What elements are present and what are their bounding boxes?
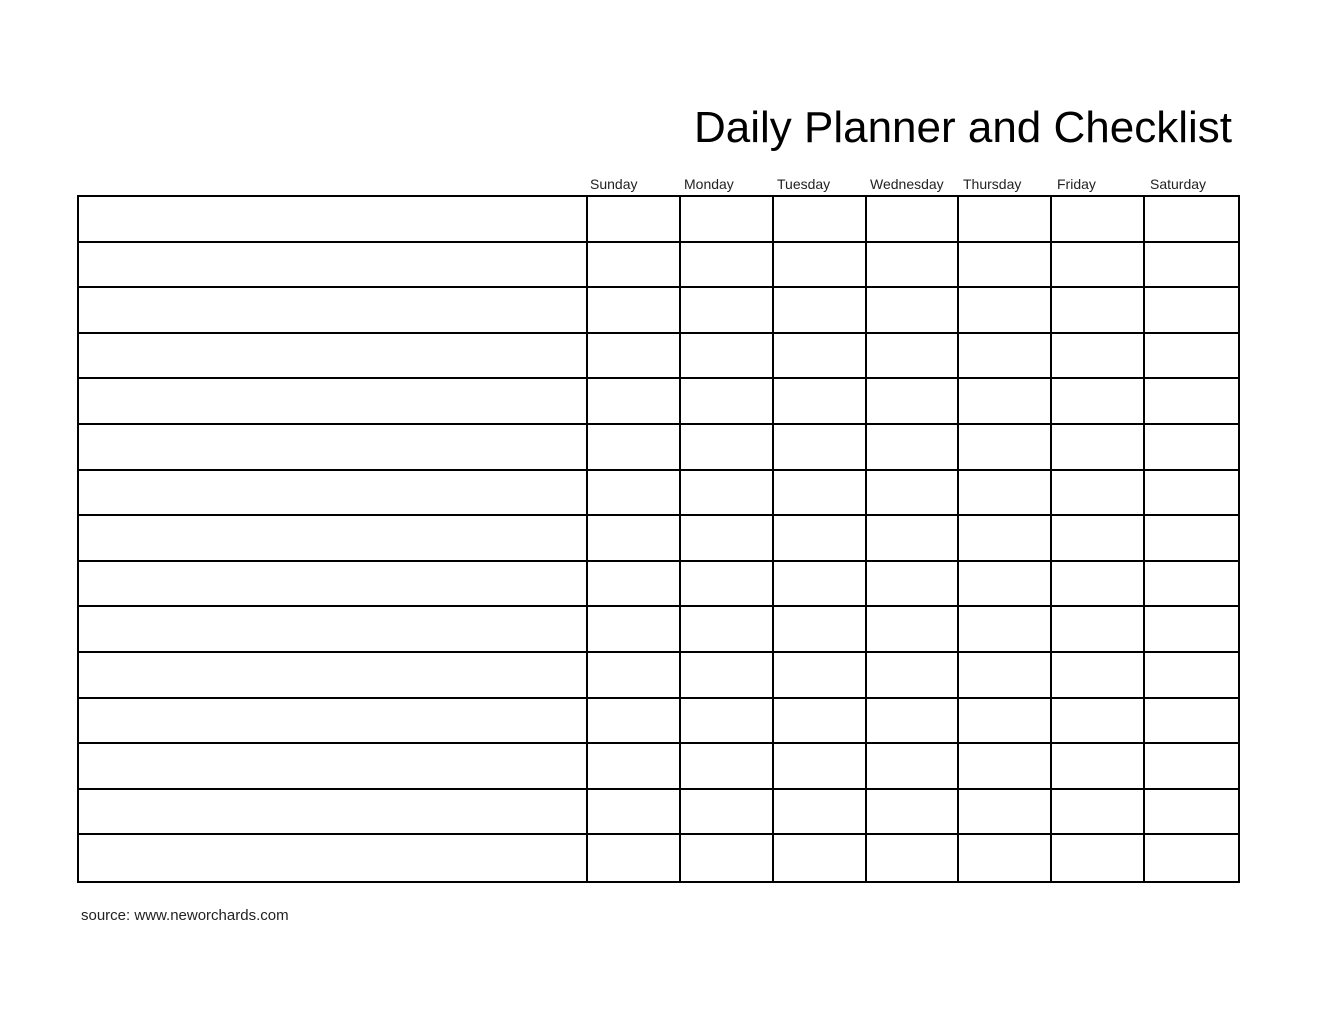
day-label-thursday: Thursday [963, 176, 1022, 192]
day-label-wednesday: Wednesday [870, 176, 944, 192]
check-cell-saturday[interactable] [1145, 288, 1238, 334]
check-cell-tuesday[interactable] [774, 288, 867, 334]
check-cell-sunday[interactable] [588, 197, 681, 243]
task-cell[interactable] [79, 243, 588, 289]
check-cell-saturday[interactable] [1145, 699, 1238, 745]
check-cell-friday[interactable] [1052, 471, 1145, 517]
check-cell-friday[interactable] [1052, 516, 1145, 562]
check-cell-friday[interactable] [1052, 653, 1145, 699]
check-cell-thursday[interactable] [959, 790, 1052, 836]
task-cell[interactable] [79, 516, 588, 562]
check-cell-wednesday[interactable] [867, 516, 960, 562]
check-cell-tuesday[interactable] [774, 379, 867, 425]
check-cell-sunday[interactable] [588, 243, 681, 289]
check-cell-friday[interactable] [1052, 790, 1145, 836]
check-cell-monday[interactable] [681, 425, 774, 471]
check-cell-friday[interactable] [1052, 562, 1145, 608]
source-note: source: www.neworchards.com [81, 907, 289, 924]
day-label-monday: Monday [684, 176, 734, 192]
check-cell-thursday[interactable] [959, 197, 1052, 243]
task-cell[interactable] [79, 471, 588, 517]
check-cell-saturday[interactable] [1145, 744, 1238, 790]
check-cell-wednesday[interactable] [867, 699, 960, 745]
check-cell-tuesday[interactable] [774, 699, 867, 745]
check-cell-wednesday[interactable] [867, 562, 960, 608]
check-cell-monday[interactable] [681, 562, 774, 608]
check-cell-tuesday[interactable] [774, 744, 867, 790]
check-cell-saturday[interactable] [1145, 516, 1238, 562]
check-cell-tuesday[interactable] [774, 516, 867, 562]
day-header-row [587, 174, 1240, 194]
check-cell-saturday[interactable] [1145, 607, 1238, 653]
check-cell-wednesday[interactable] [867, 835, 960, 881]
task-cell[interactable] [79, 744, 588, 790]
check-cell-thursday[interactable] [959, 516, 1052, 562]
check-cell-tuesday[interactable] [774, 243, 867, 289]
check-cell-sunday[interactable] [588, 334, 681, 380]
check-cell-friday[interactable] [1052, 334, 1145, 380]
check-cell-thursday[interactable] [959, 425, 1052, 471]
check-cell-wednesday[interactable] [867, 288, 960, 334]
check-cell-monday[interactable] [681, 471, 774, 517]
task-cell[interactable] [79, 288, 588, 334]
check-cell-wednesday[interactable] [867, 425, 960, 471]
check-cell-sunday[interactable] [588, 471, 681, 517]
check-cell-sunday[interactable] [588, 699, 681, 745]
task-cell[interactable] [79, 653, 588, 699]
day-label-saturday: Saturday [1150, 176, 1207, 192]
task-cell[interactable] [79, 197, 588, 243]
check-cell-wednesday[interactable] [867, 653, 960, 699]
task-cell[interactable] [79, 425, 588, 471]
check-cell-thursday[interactable] [959, 653, 1052, 699]
check-cell-monday[interactable] [681, 607, 774, 653]
check-cell-monday[interactable] [681, 288, 774, 334]
check-cell-monday[interactable] [681, 197, 774, 243]
check-cell-sunday[interactable] [588, 607, 681, 653]
check-cell-thursday[interactable] [959, 699, 1052, 745]
check-cell-monday[interactable] [681, 790, 774, 836]
check-cell-monday[interactable] [681, 243, 774, 289]
check-cell-tuesday[interactable] [774, 607, 867, 653]
check-cell-friday[interactable] [1052, 835, 1145, 881]
check-cell-tuesday[interactable] [774, 790, 867, 836]
check-cell-wednesday[interactable] [867, 790, 960, 836]
check-cell-monday[interactable] [681, 744, 774, 790]
check-cell-thursday[interactable] [959, 334, 1052, 380]
check-cell-sunday[interactable] [588, 288, 681, 334]
check-cell-tuesday[interactable] [774, 197, 867, 243]
check-cell-saturday[interactable] [1145, 835, 1238, 881]
check-cell-tuesday[interactable] [774, 425, 867, 471]
check-cell-saturday[interactable] [1145, 790, 1238, 836]
check-cell-saturday[interactable] [1145, 379, 1238, 425]
check-cell-tuesday[interactable] [774, 653, 867, 699]
check-cell-friday[interactable] [1052, 197, 1145, 243]
check-cell-sunday[interactable] [588, 379, 681, 425]
check-cell-thursday[interactable] [959, 288, 1052, 334]
check-cell-sunday[interactable] [588, 835, 681, 881]
check-cell-friday[interactable] [1052, 699, 1145, 745]
check-cell-saturday[interactable] [1145, 562, 1238, 608]
task-cell[interactable] [79, 607, 588, 653]
check-cell-friday[interactable] [1052, 744, 1145, 790]
check-cell-friday[interactable] [1052, 288, 1145, 334]
check-cell-friday[interactable] [1052, 425, 1145, 471]
task-cell[interactable] [79, 379, 588, 425]
check-cell-sunday[interactable] [588, 425, 681, 471]
check-cell-saturday[interactable] [1145, 197, 1238, 243]
day-label-tuesday: Tuesday [777, 176, 831, 192]
check-cell-monday[interactable] [681, 653, 774, 699]
check-cell-friday[interactable] [1052, 243, 1145, 289]
task-cell[interactable] [79, 835, 588, 881]
check-cell-thursday[interactable] [959, 243, 1052, 289]
check-cell-monday[interactable] [681, 516, 774, 562]
check-cell-sunday[interactable] [588, 562, 681, 608]
day-label-sunday: Sunday [590, 176, 638, 192]
check-cell-tuesday[interactable] [774, 835, 867, 881]
check-cell-wednesday[interactable] [867, 471, 960, 517]
check-cell-wednesday[interactable] [867, 379, 960, 425]
check-cell-saturday[interactable] [1145, 471, 1238, 517]
check-cell-thursday[interactable] [959, 471, 1052, 517]
check-cell-monday[interactable] [681, 699, 774, 745]
check-cell-sunday[interactable] [588, 653, 681, 699]
check-cell-wednesday[interactable] [867, 744, 960, 790]
check-cell-monday[interactable] [681, 835, 774, 881]
task-cell[interactable] [79, 562, 588, 608]
check-cell-friday[interactable] [1052, 379, 1145, 425]
check-cell-saturday[interactable] [1145, 653, 1238, 699]
check-cell-wednesday[interactable] [867, 607, 960, 653]
check-cell-thursday[interactable] [959, 562, 1052, 608]
check-cell-saturday[interactable] [1145, 243, 1238, 289]
check-cell-friday[interactable] [1052, 607, 1145, 653]
check-cell-monday[interactable] [681, 379, 774, 425]
check-cell-tuesday[interactable] [774, 471, 867, 517]
task-cell[interactable] [79, 699, 588, 745]
check-cell-sunday[interactable] [588, 790, 681, 836]
check-cell-wednesday[interactable] [867, 197, 960, 243]
check-cell-thursday[interactable] [959, 607, 1052, 653]
check-cell-monday[interactable] [681, 334, 774, 380]
check-cell-wednesday[interactable] [867, 334, 960, 380]
planner-grid [77, 195, 1240, 883]
page-title: Daily Planner and Checklist [693, 103, 1232, 152]
check-cell-thursday[interactable] [959, 744, 1052, 790]
task-cell[interactable] [79, 790, 588, 836]
check-cell-thursday[interactable] [959, 835, 1052, 881]
check-cell-tuesday[interactable] [774, 562, 867, 608]
check-cell-saturday[interactable] [1145, 425, 1238, 471]
check-cell-wednesday[interactable] [867, 243, 960, 289]
check-cell-sunday[interactable] [588, 516, 681, 562]
task-cell[interactable] [79, 334, 588, 380]
day-label-friday: Friday [1057, 176, 1096, 192]
check-cell-sunday[interactable] [588, 744, 681, 790]
check-cell-tuesday[interactable] [774, 334, 867, 380]
check-cell-saturday[interactable] [1145, 334, 1238, 380]
check-cell-thursday[interactable] [959, 379, 1052, 425]
